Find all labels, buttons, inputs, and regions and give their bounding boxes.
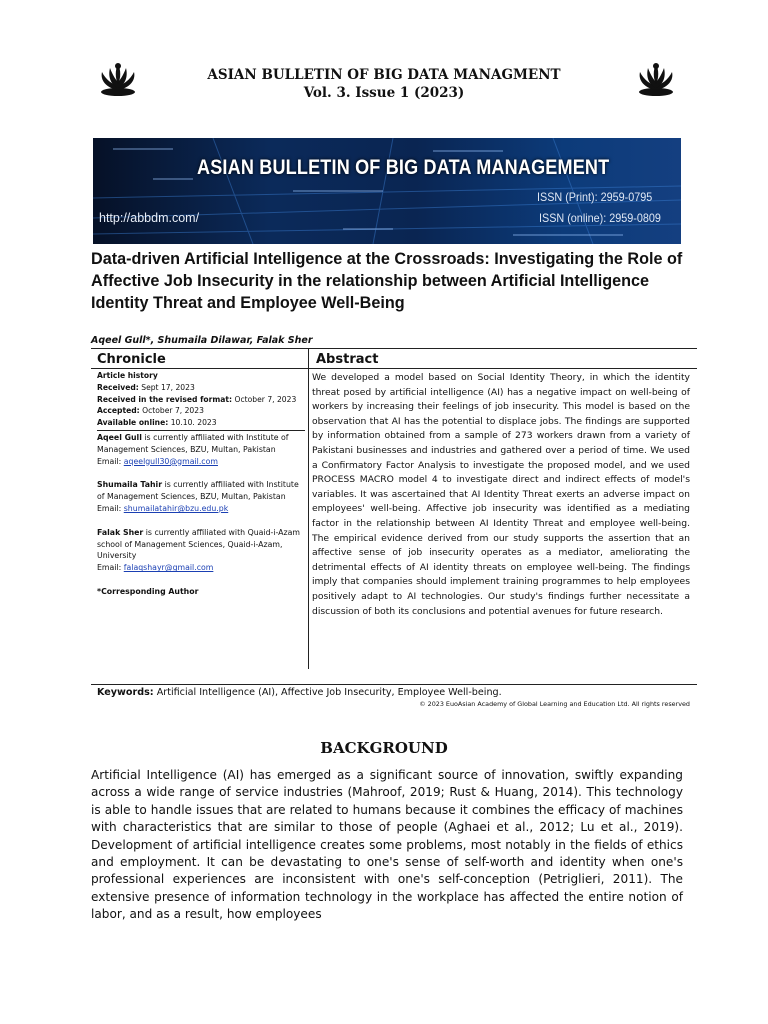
affiliation-text: is currently affiliated with Institute of Management Sciences, BZU, Multan, Pakistan — [97, 432, 289, 454]
received-date: Sept 17, 2023 — [141, 382, 195, 392]
paper-authors: Aqeel Gull*, Shumaila Dilawar, Falak Sher — [91, 335, 313, 346]
journal-volume: Vol. 3. Issue 1 (2023) — [303, 85, 465, 101]
divider-heading — [91, 368, 697, 369]
copyright-notice: © 2023 EuoAsian Academy of Global Learning and Education Ltd. All rights reserved — [419, 700, 690, 708]
abstract-text: We developed a model based on Social Identity Theory, in which the identity threat posed by artificial intelligence (AI) has a negative impact on well-being of workers by increasing their feelings of job insecurity. This model is based on the observation that AI has the potential to displace jobs. The findings are supported by information obtained from a sample of 273 workers drawn from a variety of Pakistani businesses and industries and gathered over a period of time. We used a Confirmatory Factor Analysis to investigate the proposed model, and we used PROCESS MACRO model 4 to investigate direct and indirect effects of model's variables. It was ascertained that AI Identity Threat exerts an adverse impact on employees' well-being. Affective job insecurity was identified as a mediating factor in the relationship between AI Identity Threat and employee well-being. The empirical evidence derived from our study supports the assertion that an affective sense of job insecurity operates as a mediator, ameliorating the detrimental effects of AI identity threats on employee well-being. The findings imply that companies should implement training programmes to help employees positively adapt to AI technologies. Our study's findings further necessitate a discussion of both its conclusions and potential avenues for future research. — [312, 372, 690, 617]
author-name: Falak Sher — [97, 527, 144, 537]
author-email-link[interactable]: falaqshayr@gmail.com — [123, 563, 214, 573]
article-history-label: Article history — [97, 371, 158, 380]
online-date: 10.10. 2023 — [170, 418, 217, 428]
banner-url[interactable]: http://abbdm.com/ — [99, 211, 200, 225]
email-label: Email: — [97, 456, 122, 466]
journal-name: ASIAN BULLETIN OF BIG DATA MANAGMENT — [207, 67, 561, 83]
accepted-label: Accepted: — [97, 406, 140, 416]
background-heading: BACKGROUND — [320, 739, 448, 757]
affiliation-block — [97, 432, 302, 467]
author-name: Shumaila Tahir — [97, 480, 163, 490]
column-divider — [308, 349, 309, 669]
author-name: Aqeel Gull — [97, 432, 142, 442]
revised-date: October 7, 2023 — [234, 394, 297, 404]
received-label: Received: — [97, 382, 139, 392]
email-label: Email: — [97, 563, 122, 573]
chronicle-separator — [97, 430, 305, 431]
keywords-text: Artificial Intelligence (AI), Affective Job Insecurity, Employee Well-being. — [156, 687, 502, 698]
affiliation-block — [97, 479, 302, 514]
banner-issn-online: ISSN (online): 2959-0809 — [539, 211, 661, 225]
journal-header — [0, 66, 768, 102]
accepted-date: October 7, 2023 — [142, 406, 204, 416]
affiliation-text: is currently affiliated with Quaid-i-Azam school of Management Sciences, Quaid-i-Azam, University — [97, 527, 300, 561]
email-label: Email: — [97, 503, 122, 513]
banner-title: ASIAN BULLETIN OF BIG DATA MANAGEMENT — [197, 156, 610, 179]
background-text: Artificial Intelligence (AI) has emerged as a significant source of innovation, swiftly expanding across a wide range of service industries (Mahroof, 2019; Rust & Huang, 2014). This technology is able to handle issues that are related to humans because it combines the efficacy of machines with characteristics that are similar to those of people (Aghaei et al., 2012; Lu et al., 2019). Development of artificial intelligence creates some problems, most notably in the fields of ethics and employment. It can be devastating to one's sense of self-worth and identity when one's professional experiences are inconsistent with one's self-conception (Petriglieri, 2011). The extensive presence of information technology in the workplace has affected the entire notion of labor, and as a result, how employees — [91, 768, 683, 922]
chronicle-heading: Chronicle — [97, 352, 166, 367]
affiliation-block — [97, 527, 302, 574]
journal-banner — [93, 138, 681, 244]
affiliation-text: is currently affiliated with Institute of Management Sciences, BZU, Multan, Pakistan — [97, 480, 299, 502]
keywords-label: Keywords: — [97, 687, 154, 698]
divider-keywords — [91, 684, 697, 685]
divider-top — [91, 348, 697, 349]
revised-label: Received in the revised format: — [97, 394, 233, 404]
keywords-line — [97, 687, 502, 698]
banner-issn-print: ISSN (Print): 2959-0795 — [537, 190, 653, 204]
paper-title: Data-driven Artificial Intelligence at the Crossroads: Investigating the Role of Affective Job Insecurity in the relationship between Artificial Intelligence Identity Threat and Employee Well-Being — [91, 250, 683, 312]
abstract-heading: Abstract — [316, 352, 379, 367]
online-label: Available online: — [97, 418, 169, 428]
corresponding-author-note: *Corresponding Author — [97, 586, 199, 596]
chronicle-column — [97, 370, 302, 598]
author-email-link[interactable]: shumailatahir@bzu.edu.pk — [123, 503, 229, 513]
author-email-link[interactable]: aqeelgull30@gmail.com — [123, 456, 218, 466]
